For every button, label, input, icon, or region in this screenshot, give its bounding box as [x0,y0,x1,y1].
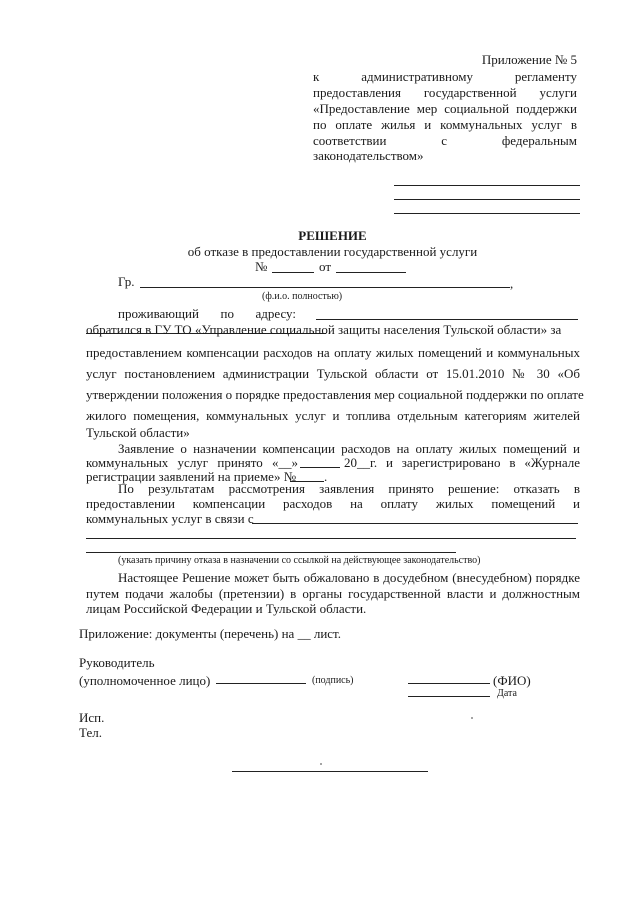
body-paragraph-1-line-1: обратился в ГУ ТО «Управление социальной защиты населения Тульской области» за [86,322,562,337]
body-paragraph-3-line-2: предоставлении компенсации расходов на оплату жилых помещений и [86,496,580,511]
addressee-blank-line [394,213,580,214]
body-paragraph-3-line-1: По результатам рассмотрения заявления принято решение: отказать в [118,481,580,496]
refusal-reason-field[interactable] [252,523,578,524]
body-paragraph-4-line-2: путем подачи жалобы (претензии) в органы государственной власти и должностным [86,586,580,601]
appendix-label: Приложение № 5 [481,52,577,67]
address-label: проживающий по адресу: [118,306,296,321]
citizen-name-comma: , [510,276,514,291]
refusal-reason-field-continued[interactable] [86,552,456,553]
signature-authorized: (уполномоченное лицо) [79,673,211,688]
citizen-name-field[interactable] [140,287,510,288]
application-month-field[interactable] [300,467,340,468]
body-paragraph-4-line-1: Настоящее Решение может быть обжаловано в досудебном (внесудебном) порядке [118,570,580,585]
appendix-regulation-line: предоставления государственной услуги [313,85,577,100]
date-field[interactable] [336,272,406,273]
scan-dot [320,763,322,765]
signature-head: Руководитель [79,655,155,670]
number-field[interactable] [272,272,314,273]
document-subtitle: об отказе в предоставлении государственной услуги [187,244,478,259]
body-paragraph-2-line-1: Заявление о назначении компенсации расходов на оплату жилых помещений и [118,441,580,456]
date-signature-label: Дата [497,688,517,699]
body-paragraph-1-line-2: предоставлением компенсации расходов на оплату жилых помещений и коммунальных [86,345,580,360]
body-paragraph-1-line-3: услуг постановлением администрации Тульской области от 15.01.2010 № 30 «Об [86,366,580,381]
address-field[interactable] [316,319,578,320]
body-paragraph-4-line-3: лицам Российской Федерации и Тульской области. [86,601,367,616]
signature-field[interactable] [216,683,306,684]
appendix-regulation-line: к административному регламенту [313,69,577,84]
appendix-regulation-line: по оплате жилья и коммунальных услуг в [313,117,577,132]
appendix-regulation-line: законодательством» [313,148,424,163]
document-title: РЕШЕНИЕ [298,228,367,243]
citizen-name-hint: (ф.и.о. полностью) [262,291,343,302]
signature-hint: (подпись) [312,675,354,686]
executor-label: Исп. [79,710,105,725]
body-paragraph-2-line-2b: 20__г. и зарегистрировано в «Журнале [344,455,580,470]
body-paragraph-1-line-5: жилого помещения, коммунальных услуг и топлива отдельным категориям жителей [86,408,580,423]
fio-field[interactable] [408,683,490,684]
scan-dot [471,717,473,719]
footer-rule [232,771,428,772]
attachment-line: Приложение: документы (перечень) на __ лист. [79,626,341,641]
addressee-blank-line [394,185,580,186]
fio-label: (ФИО) [493,673,531,688]
phone-label: Тел. [79,725,102,740]
body-paragraph-3-line-3: коммунальных услуг в связи с [86,511,254,526]
refusal-reason-hint: (указать причину отказа в назначении со ссылкой на действующее законодательство) [118,555,481,566]
body-paragraph-1-line-6: Тульской области» [86,425,190,440]
refusal-reason-field-continued[interactable] [86,538,576,539]
appendix-regulation-line: соответствии с федеральным [313,133,577,148]
addressee-blank-line [394,199,580,200]
number-label: № [255,259,268,274]
body-paragraph-2-end: . [324,469,328,484]
body-paragraph-2-line-2a: коммунальных услуг принято «__» [86,455,298,470]
body-paragraph-1-line-4: утверждении положения о порядке предоставления мер социальной поддержки по оплате [86,387,584,402]
appendix-regulation-line: «Предоставление мер социальной поддержки [313,101,577,116]
date-from-label: от [319,259,332,274]
citizen-label: Гр. [118,274,135,289]
body-paragraph-2-line-3: регистрации заявлений на приеме» № [86,469,297,484]
date-signature-field[interactable] [408,696,490,697]
